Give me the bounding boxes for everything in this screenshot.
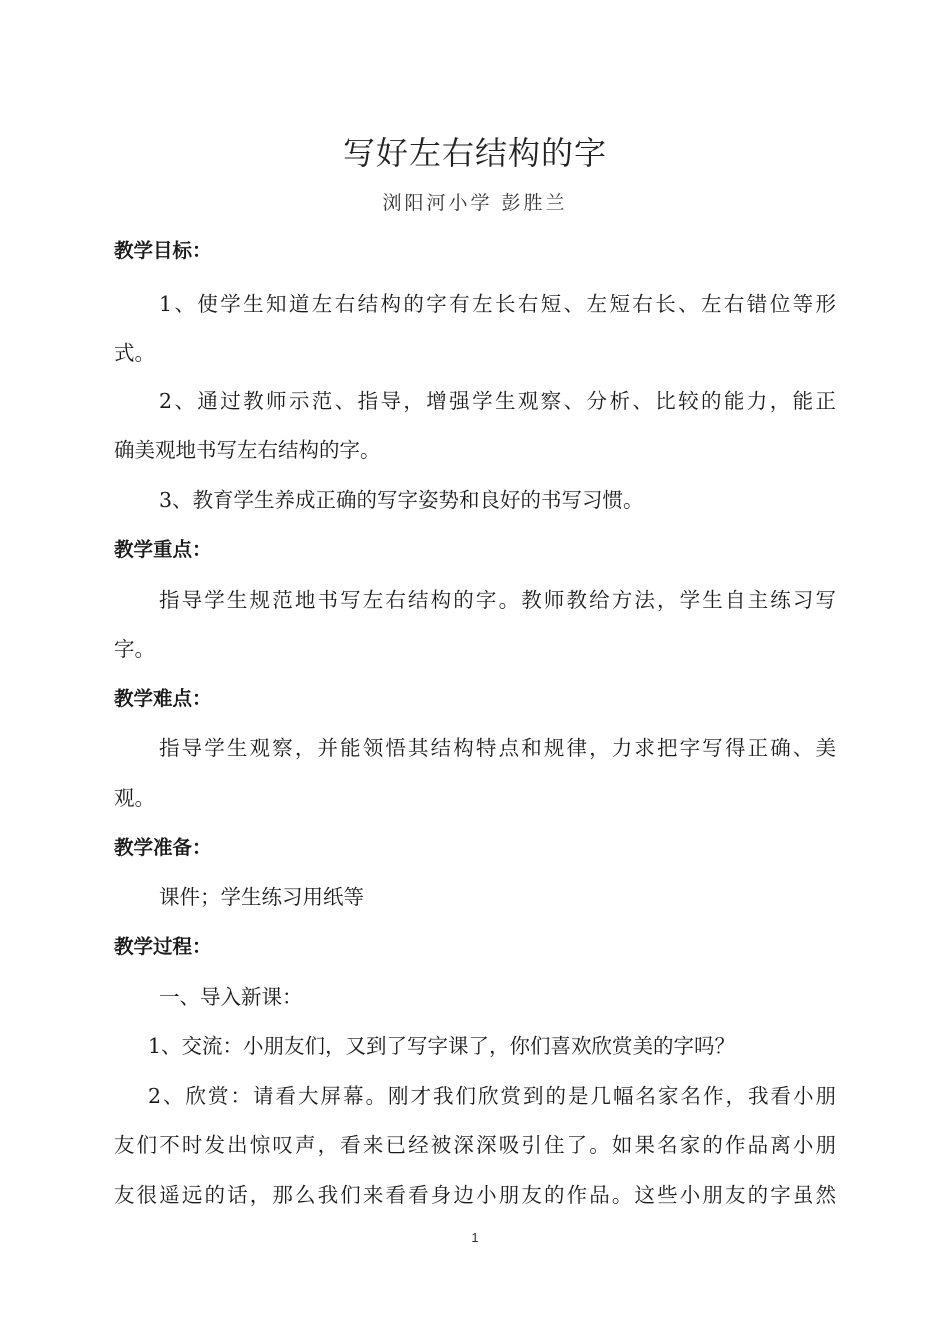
key-points-line-1: 指导学生规范地书写左右结构的字。教师教给方法，学生自主练习写 [159,588,836,612]
goal-item-2-line-2: 确美观地书写左右结构的字。 [114,438,381,462]
process-step-2-line-1: 2、欣赏：请看大屏幕。刚才我们欣赏到的是几幅名家名作，我看小朋 [148,1084,836,1108]
process-step-2-line-2: 友们不时发出惊叹声，看来已经被深深吸引住了。如果名家的作品离小朋 [114,1133,836,1157]
section-heading-key-points: 教学重点： [114,538,212,561]
process-sub-1: 一、导入新课： [159,985,303,1009]
document-title: 写好左右结构的字 [342,134,607,172]
difficulties-line-2: 观。 [114,786,155,810]
page-number: 1 [471,1230,479,1245]
section-heading-difficulties: 教学难点： [114,687,212,710]
goal-item-2-line-1: 2、通过教师示范、指导，增强学生观察、分析、比较的能力，能正 [159,389,836,413]
difficulties-line-1: 指导学生观察，并能领悟其结构特点和规律，力求把字写得正确、美 [159,736,836,760]
process-step-1: 1、交流：小朋友们，又到了写字课了，你们喜欢欣赏美的字吗？ [148,1034,736,1058]
section-heading-preparation: 教学准备： [114,836,212,859]
key-points-line-2: 字。 [114,637,155,661]
section-heading-process: 教学过程： [114,935,212,958]
goal-item-3-line-1: 3、教育学生养成正确的写字姿势和良好的书写习惯。 [159,488,644,512]
goal-item-1-line-1: 1、使学生知道左右结构的字有左长右短、左短右长、左右错位等形 [159,292,836,316]
process-step-2-line-3: 友很遥远的话，那么我们来看看身边小朋友的作品。这些小朋友的字虽然 [114,1183,836,1207]
section-heading-goals: 教学目标： [114,239,212,262]
preparation-line-1: 课件；学生练习用纸等 [159,885,364,909]
document-author: 浏阳河小学 彭胜兰 [382,192,568,214]
goal-item-1-line-2: 式。 [114,341,155,365]
